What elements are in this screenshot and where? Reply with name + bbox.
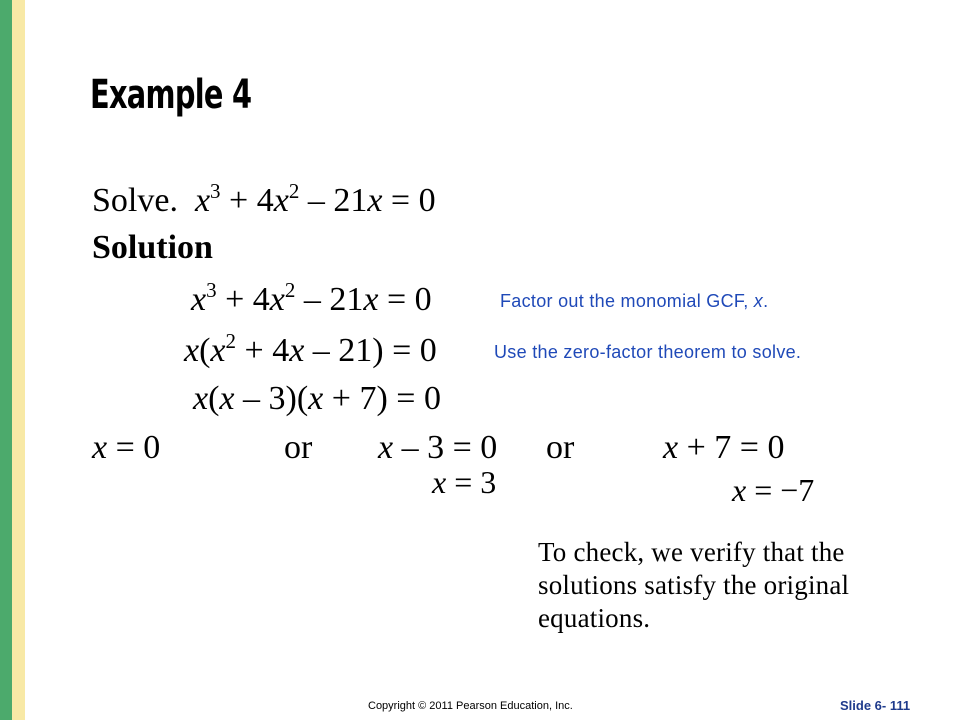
root-2 <box>378 431 497 465</box>
exponent: 3 <box>210 179 221 203</box>
var: x <box>363 281 379 318</box>
exponent: 3 <box>206 278 217 302</box>
term: = 3 <box>446 464 497 500</box>
term: + 4 <box>220 182 274 219</box>
slide-title: Example 4 <box>90 72 252 118</box>
exponent: 2 <box>225 329 237 353</box>
var: x <box>432 464 447 500</box>
solve-label: Solve. <box>92 182 178 219</box>
var: x <box>219 380 235 417</box>
var: x <box>289 332 305 369</box>
var: x <box>193 380 209 417</box>
left-green-bar <box>0 0 12 720</box>
step-1-note <box>500 291 768 312</box>
term: = 0 <box>382 182 436 219</box>
term: – 21 <box>299 182 368 219</box>
step-1-equation <box>191 278 432 318</box>
copyright-text: Copyright © 2011 Pearson Education, Inc. <box>368 700 573 712</box>
term: = 0 <box>107 429 161 466</box>
term: + 4 <box>236 332 290 369</box>
term: – 3)( <box>234 380 309 417</box>
var: x <box>191 281 207 318</box>
var: x <box>194 182 211 219</box>
step-2-note: Use the zero-factor theorem to solve. <box>494 342 802 362</box>
var: x <box>308 380 324 417</box>
root-3 <box>663 431 784 465</box>
root-1 <box>92 431 160 465</box>
note-var: x <box>753 291 764 311</box>
term: + 7 = 0 <box>678 429 785 466</box>
term: ( <box>199 332 211 369</box>
answer-x-equals-neg-7 <box>732 474 814 506</box>
var: x <box>732 472 747 508</box>
note-text: Factor out the monomial GCF, <box>500 291 754 311</box>
answer-x-equals-3 <box>432 466 496 498</box>
left-yellow-bar <box>12 0 25 720</box>
exponent: 2 <box>288 179 300 203</box>
term: – 21 <box>295 281 364 318</box>
var: x <box>269 281 285 318</box>
slide-number: Slide 6- 111 <box>840 698 911 713</box>
solution-heading: Solution <box>92 229 213 266</box>
var: x <box>92 429 108 466</box>
problem-statement <box>92 179 436 219</box>
term: ( <box>208 380 220 417</box>
note-text: . <box>763 291 769 311</box>
term: – 3 = 0 <box>393 429 498 466</box>
var: x <box>367 182 383 219</box>
check-paragraph: To check, we verify that the solutions satisfy the original equations. <box>538 537 850 633</box>
term: – 21) = 0 <box>304 332 437 369</box>
step-3-equation <box>193 382 441 416</box>
term: = 0 <box>378 281 432 318</box>
or-2: or <box>546 429 575 466</box>
or-1: or <box>284 429 313 466</box>
term: = −7 <box>746 472 815 508</box>
term: + 7) = 0 <box>323 380 441 417</box>
exponent: 2 <box>284 278 296 302</box>
step-2-equation <box>184 329 437 369</box>
var: x <box>663 429 679 466</box>
var: x <box>184 332 200 369</box>
var: x <box>378 429 394 466</box>
var: x <box>210 332 226 369</box>
term: + 4 <box>216 281 270 318</box>
var: x <box>273 182 289 219</box>
